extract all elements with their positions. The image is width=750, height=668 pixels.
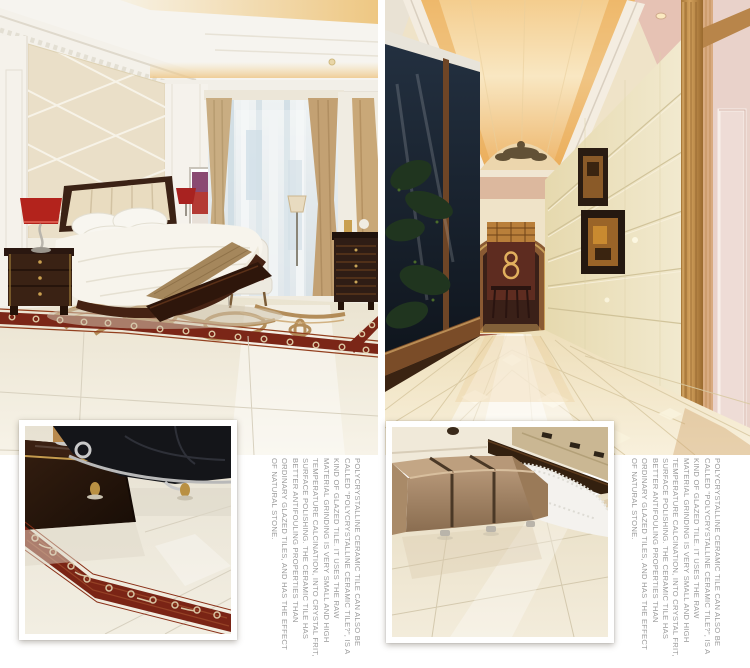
- hallway-illustration: [385, 0, 750, 455]
- pink-door: [703, 0, 750, 455]
- description-line: TEMPERATURE CALCINATION, INTO CRYSTAL FRIT,: [671, 458, 681, 657]
- sofa-closeup-illustration: [25, 426, 231, 634]
- description-line: POLYCRYSTALLINE CERAMIC TILE CAN ALSO BE: [353, 458, 362, 647]
- hallway-scene-photo: [385, 0, 750, 455]
- description-line: OF NATURAL STONE.: [629, 458, 639, 540]
- description-line: CALLED "POLYCRYSTALLINE CERAMIC TILE?", IS A: [702, 458, 712, 655]
- bedroom-scene-photo: [0, 0, 378, 455]
- description-line: SURFACE POLISHING. THE CERAMIC TILE HAS: [660, 458, 670, 640]
- dresser: [332, 219, 378, 310]
- description-line: CALLED "POLYCRYSTALLINE CERAMIC TILE?", IS A: [342, 458, 352, 655]
- window-wall: [385, 30, 480, 396]
- bedroom-illustration: [0, 0, 378, 455]
- ottoman-closeup-illustration: [392, 427, 608, 637]
- description-line: KIND OF GLAZED TILE. IT USES THE RAW: [332, 458, 342, 619]
- nightstand: [4, 248, 74, 315]
- ottoman-tile-closeup-photo: [386, 421, 614, 643]
- description-line: BETTER ANTIFOULING PROPERTIES THAN: [290, 458, 300, 623]
- description-line: MATERIAL GRINDING IS VERY SMALL AND HIGH: [681, 458, 691, 643]
- sofa-tile-closeup-photo: [19, 420, 237, 640]
- description-line: ORDINARY GLAZED TILES, AND HAS THE EFFECT: [280, 458, 290, 650]
- tile-description-left: [268, 458, 362, 657]
- description-line: MATERIAL GRINDING IS VERY SMALL AND HIGH: [321, 458, 331, 643]
- description-line: SURFACE POLISHING. THE CERAMIC TILE HAS: [300, 458, 310, 640]
- description-line: ORDINARY GLAZED TILES, AND HAS THE EFFECT: [640, 458, 650, 650]
- description-line: OF NATURAL STONE.: [269, 458, 279, 540]
- description-line: TEMPERATURE CALCINATION, INTO CRYSTAL FRIT,: [311, 458, 321, 657]
- description-line: POLYCRYSTALLINE CERAMIC TILE CAN ALSO BE: [713, 458, 722, 647]
- goblet-decor: [447, 427, 459, 435]
- description-line: BETTER ANTIFOULING PROPERTIES THAN: [650, 458, 660, 623]
- tile-description-right: [628, 458, 722, 657]
- description-line: KIND OF GLAZED TILE. IT USES THE RAW: [692, 458, 702, 619]
